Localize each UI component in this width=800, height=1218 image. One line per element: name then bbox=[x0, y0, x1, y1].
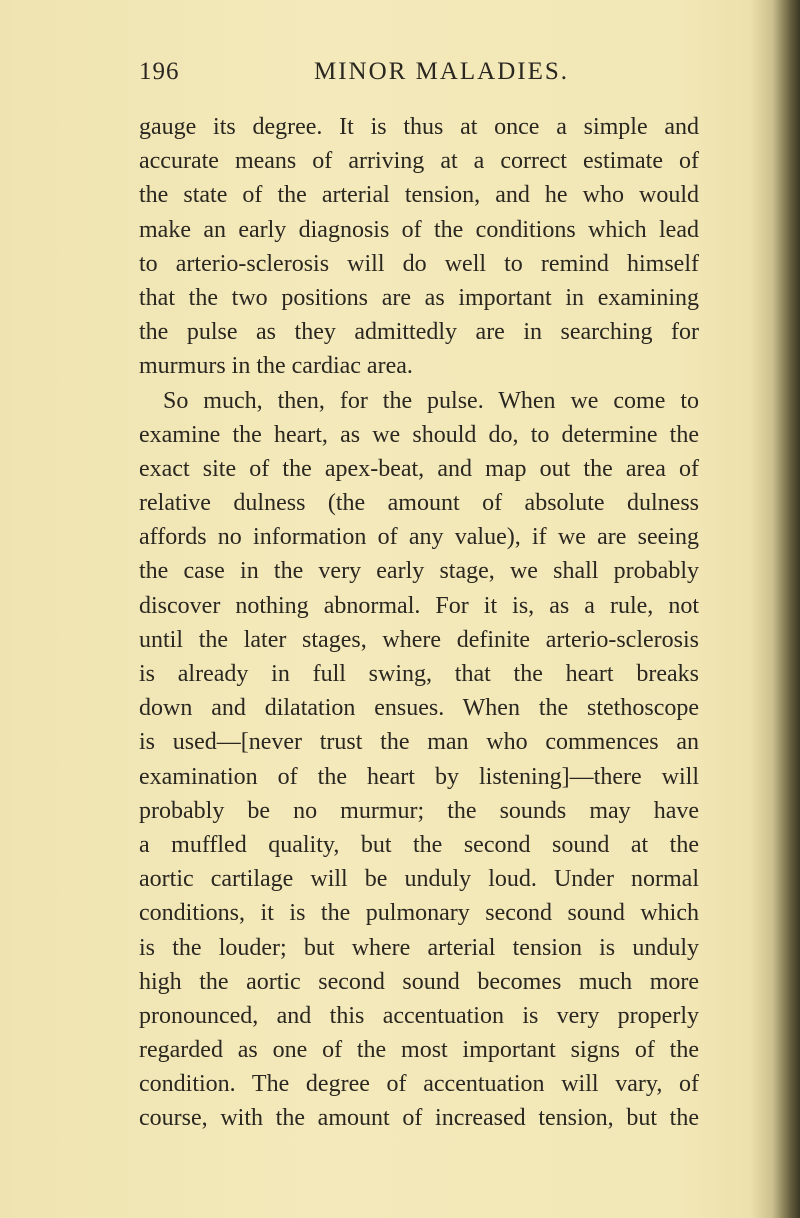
text-line: to arterio-sclerosis will do well to remind himself bbox=[139, 250, 699, 277]
text-line: examination of the heart by listening]—there will bbox=[139, 763, 699, 790]
text-line: the pulse as they admittedly are in searching for bbox=[139, 319, 699, 346]
text-line: is used—[never trust the man who commences an bbox=[139, 729, 699, 756]
text-line: make an early diagnosis of the conditions which lead bbox=[139, 216, 699, 243]
paragraph-start-line: So much, then, for the pulse. When we come to bbox=[163, 387, 699, 414]
page-number: 196 bbox=[139, 58, 180, 85]
text-line: probably be no murmur; the sounds may have bbox=[139, 797, 699, 824]
text-line: high the aortic second sound becomes much more bbox=[139, 968, 699, 995]
text-line: is the louder; but where arterial tension is unduly bbox=[139, 934, 699, 961]
text-line: relative dulness (the amount of absolute dulness bbox=[139, 490, 699, 517]
running-head: MINOR MALADIES. bbox=[314, 58, 569, 85]
text-line: exact site of the apex-beat, and map out the area of bbox=[139, 455, 699, 482]
text-line: gauge its degree. It is thus at once a simple and bbox=[139, 114, 699, 140]
text-line: aortic cartilage will be unduly loud. Under normal bbox=[139, 866, 699, 893]
text-line: conditions, it is the pulmonary second sound which bbox=[139, 900, 699, 927]
text-line: the case in the very early stage, we shall probably bbox=[139, 558, 699, 585]
text-line: until the later stages, where definite arterio-sclerosis bbox=[139, 626, 699, 653]
text-line: pronounced, and this accentuation is very properly bbox=[139, 1002, 699, 1029]
text-line: down and dilatation ensues. When the stethoscope bbox=[139, 695, 699, 722]
text-line: that the two positions are as important in examining bbox=[139, 284, 699, 311]
spine-shadow bbox=[750, 0, 800, 1218]
text-line: is already in full swing, that the heart breaks bbox=[139, 661, 699, 687]
text-line: condition. The degree of accentuation will vary, of bbox=[139, 1071, 699, 1098]
text-line: accurate means of arriving at a correct estimate of bbox=[139, 148, 699, 175]
page-header bbox=[139, 58, 699, 98]
text-line: affords no information of any value), if we are seeing bbox=[139, 524, 699, 551]
text-line: a muffled quality, but the second sound at the bbox=[139, 831, 699, 858]
text-line: murmurs in the cardiac area. bbox=[139, 353, 413, 380]
text-line: discover nothing abnormal. For it is, as a rule, not bbox=[139, 592, 699, 619]
body-text bbox=[139, 110, 699, 1136]
text-line: the state of the arterial tension, and he who would bbox=[139, 182, 699, 209]
text-line: course, with the amount of increased tension, but the bbox=[139, 1105, 699, 1132]
text-line: examine the heart, as we should do, to determine the bbox=[139, 421, 699, 448]
text-line: regarded as one of the most important signs of the bbox=[139, 1037, 699, 1064]
